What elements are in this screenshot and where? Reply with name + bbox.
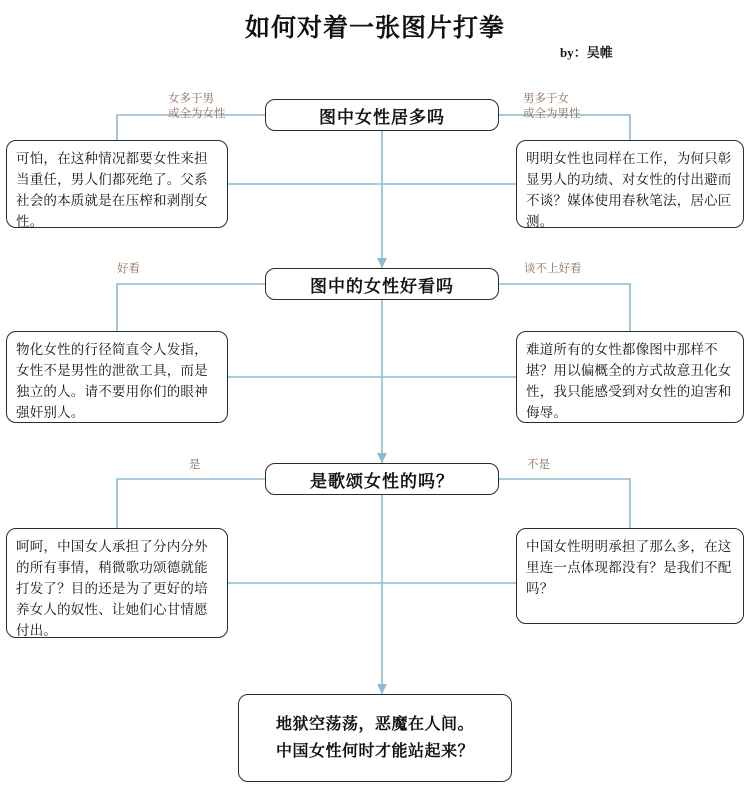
answer-node-3-right[interactable]: 中国女性明明承担了那么多，在这里连一点体现都没有？是我们不配吗？ (516, 528, 744, 624)
question-node-1[interactable]: 图中女性居多吗 (265, 99, 499, 131)
edge-label-q2-right: 谈不上好看 (524, 263, 582, 275)
answer-node-2-right[interactable]: 难道所有的女性都像图中那样不堪？用以偏概全的方式故意丑化女性，我只能感受到对女性的迫害和侮辱。 (516, 331, 744, 423)
edge-label-q3-right: 不是 (527, 459, 550, 471)
answer-node-1-right[interactable]: 明明女性也同样在工作，为何只彰显男人的功绩、对女性的付出避而不谈？媒体使用春秋笔法，居心叵测。 (516, 140, 744, 228)
edge-label-q1-left: 女多于男 或全为女性 (168, 93, 226, 120)
page-title: 如何对着一张图片打拳 (244, 15, 505, 42)
answer-node-3-left[interactable]: 呵呵，中国女人承担了分内分外的所有事情，稍微歌功颂德就能打发了？目的还是为了更好的培养女人的奴性、让她们心甘情愿付出。 (6, 528, 228, 638)
conclusion-node[interactable]: 地狱空荡荡，恶魔在人间。 中国女性何时才能站起来？ (238, 694, 512, 782)
edge-label-q3-left: 是 (189, 459, 201, 471)
byline: by：吴帷 (560, 45, 613, 60)
question-node-2[interactable]: 图中的女性好看吗 (265, 268, 499, 300)
answer-node-2-left[interactable]: 物化女性的行径简直令人发指，女性不是男性的泄欲工具，而是独立的人。请不要用你们的眼神强奸别人。 (6, 331, 228, 423)
answer-node-1-left[interactable]: 可怕，在这种情况都要女性来担当重任，男人们都死绝了。父系社会的本质就是在压榨和剥削女性。 (6, 140, 228, 228)
edge-label-q1-right: 男多于女 或全为男性 (523, 93, 581, 120)
edge-label-q2-left: 好看 (117, 263, 140, 275)
question-node-3[interactable]: 是歌颂女性的吗？ (265, 463, 499, 495)
